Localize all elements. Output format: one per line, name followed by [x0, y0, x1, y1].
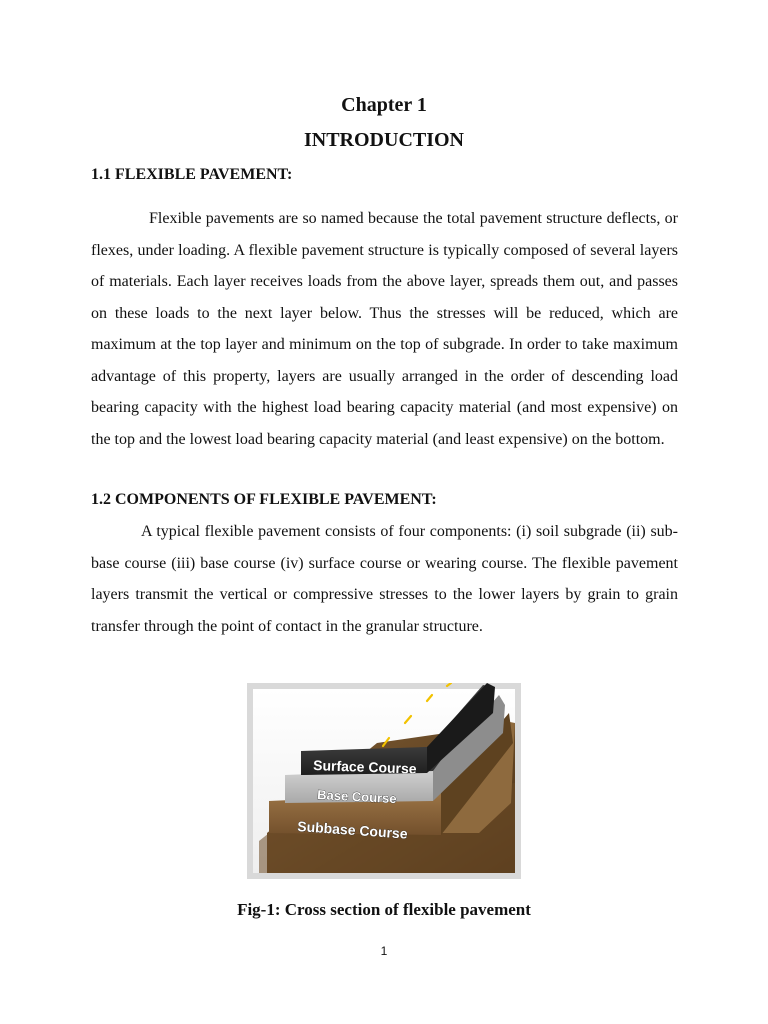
- layer-label-base: Base Course: [316, 787, 398, 807]
- figure-caption: Fig-1: Cross section of flexible pavement: [237, 900, 531, 919]
- section-heading-components: 1.2 COMPONENTS OF FLEXIBLE PAVEMENT:: [91, 491, 437, 508]
- pavement-cross-section-figure: [247, 683, 521, 879]
- chapter-title: INTRODUCTION: [303, 129, 465, 151]
- section-paragraph-flexible-pavement: Flexible pavements are so named because the total pavement structure deflects, or flexes, under loading. A flexible pavement structure is typically composed of several layers of materials. Each layer receives loads from the above layer, spreads them out, and passes on these loads to the next layer below. Thus the stresses will be reduced, which are maximum at the top layer and minimum on the top of subgrade. In order to take maximum advantage of this property, layers are usually arranged in the order of descending load bearing capacity with the highest load bearing capacity material (and most expensive) on the top and the lowest load bearing capacity material (and least expensive) on the bottom.: [91, 210, 678, 448]
- layer-label-surface: Surface Course: [312, 757, 417, 777]
- pavement-layers-illustration: [247, 683, 521, 879]
- section-paragraph-components: A typical flexible pavement consists of four components: (i) soil subgrade (ii) sub-base course (iii) base course (iv) surface course or wearing course. The flexible pavement layers transmit the vertical or compressive stresses to the lower layers by grain to grain transfer through the point of contact in the granular structure.: [91, 523, 678, 635]
- section-heading-flexible-pavement: 1.1 FLEXIBLE PAVEMENT:: [91, 166, 293, 183]
- chapter-label: Chapter 1: [341, 94, 427, 116]
- page-number: 1: [380, 944, 388, 958]
- layer-label-subbase: Subbase Course: [296, 818, 409, 842]
